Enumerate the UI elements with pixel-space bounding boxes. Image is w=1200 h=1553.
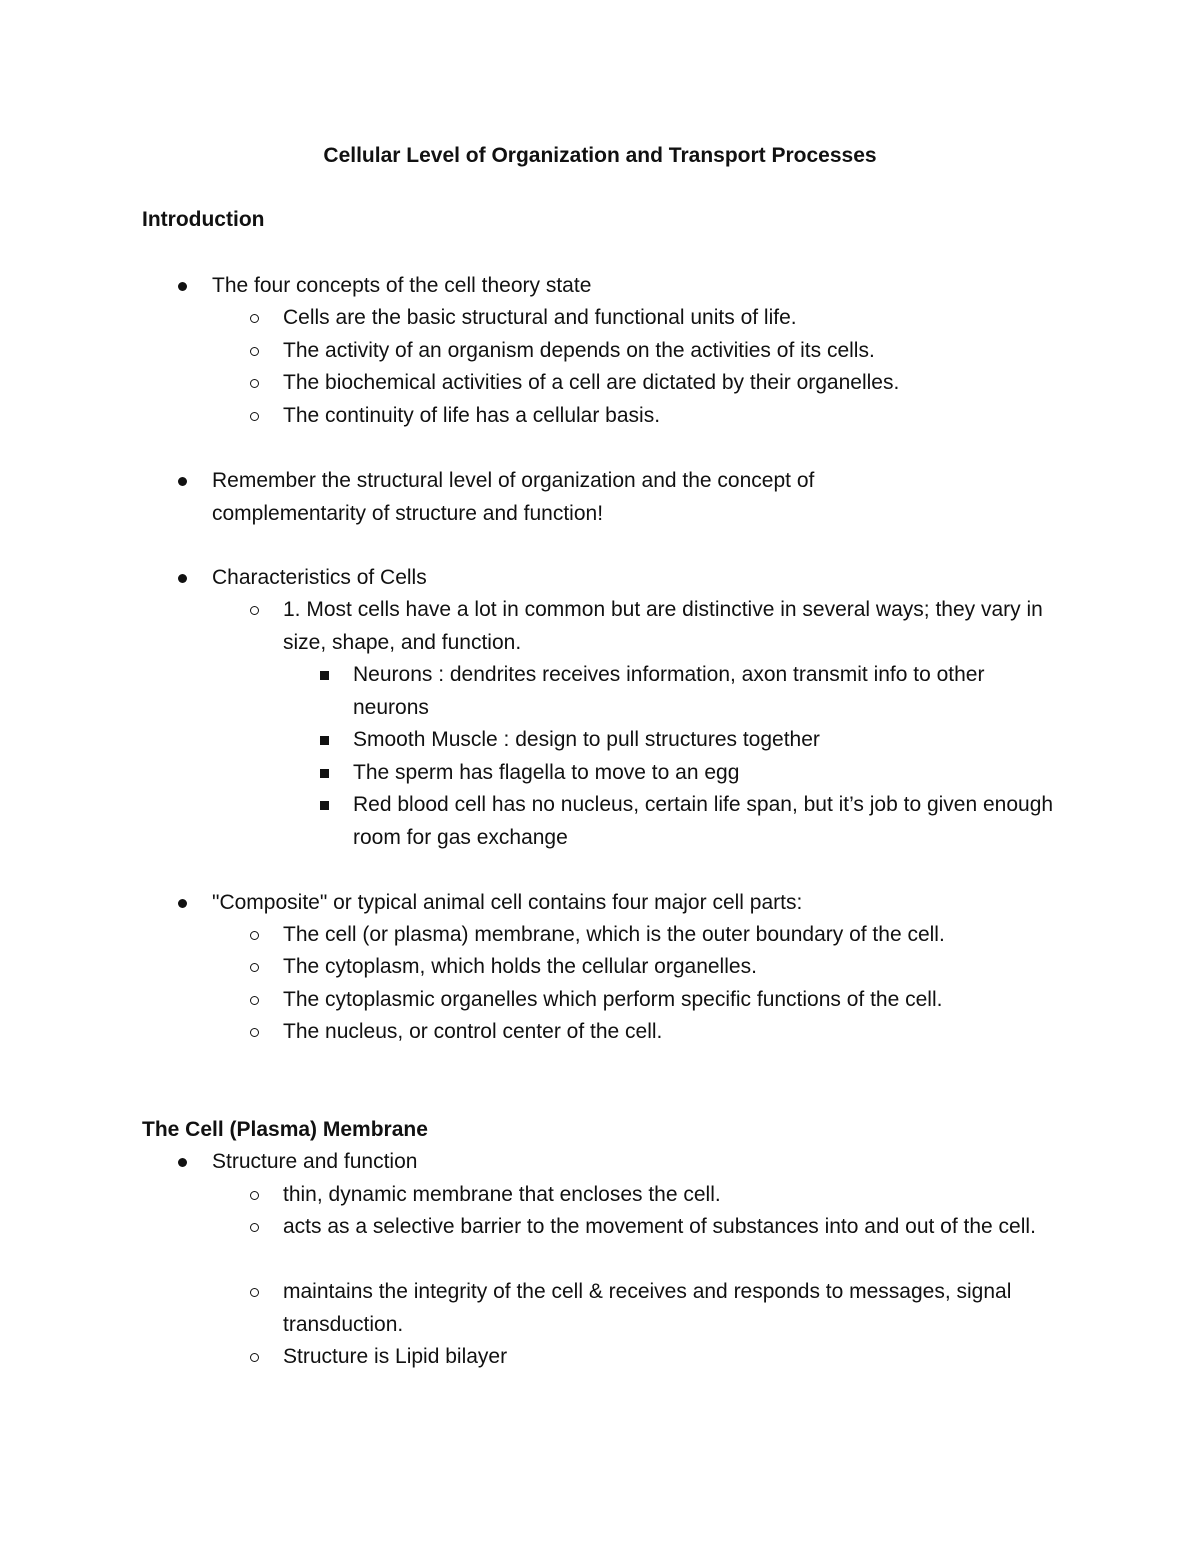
bullet-circle-icon — [250, 412, 259, 421]
document-title: Cellular Level of Organization and Transport Processes — [323, 144, 877, 167]
bullet-circle-icon — [250, 931, 259, 940]
list-item-text: "Composite" or typical animal cell contains four major cell parts: — [212, 891, 803, 914]
section-heading-cell-membrane: The Cell (Plasma) Membrane — [142, 1118, 428, 1141]
list-item-text: Structure is Lipid bilayer — [283, 1345, 508, 1368]
bullet-dot-icon — [178, 477, 187, 486]
list-item — [283, 1179, 1073, 1212]
list-item-text: Cells are the basic structural and functional units of life. — [283, 306, 797, 329]
list-item — [212, 465, 912, 530]
list-item — [353, 789, 1063, 854]
list-item-text: Smooth Muscle : design to pull structures together — [353, 728, 820, 751]
list-item-text: Remember the structural level of organization and the concept of complementarity of structure and function! — [212, 469, 815, 525]
list-item — [353, 757, 1073, 790]
list-item-text: Characteristics of Cells — [212, 566, 427, 589]
bullet-dot-icon — [178, 1158, 187, 1167]
bullet-circle-icon — [250, 606, 259, 615]
list-item — [283, 919, 1073, 952]
bullet-circle-icon — [250, 1223, 259, 1232]
list-item — [283, 1211, 1058, 1244]
list-item — [283, 335, 1073, 368]
bullet-circle-icon — [250, 1028, 259, 1037]
list-item-text: 1. Most cells have a lot in common but are distinctive in several ways; they vary in size, shape, and function. — [283, 598, 1043, 654]
bullet-circle-icon — [250, 379, 259, 388]
list-item — [283, 951, 1073, 984]
list-item-text: Structure and function — [212, 1150, 418, 1173]
bullet-circle-icon — [250, 1353, 259, 1362]
bullet-circle-icon — [250, 1288, 259, 1297]
list-item — [353, 659, 1023, 724]
list-item — [353, 724, 1073, 757]
list-item-text: The nucleus, or control center of the cell. — [283, 1020, 663, 1043]
list-item-text: The biochemical activities of a cell are dictated by their organelles. — [283, 371, 900, 394]
list-item — [283, 984, 1073, 1017]
bullet-dot-icon — [178, 574, 187, 583]
list-item — [283, 400, 1073, 433]
list-item-text: acts as a selective barrier to the movement of substances into and out of the cell. — [283, 1215, 1036, 1238]
list-item-text: The sperm has flagella to move to an egg — [353, 761, 740, 784]
list-item — [212, 1146, 1072, 1179]
bullet-circle-icon — [250, 996, 259, 1005]
list-item-text: The cytoplasm, which holds the cellular organelles. — [283, 955, 757, 978]
section-heading-introduction: Introduction — [142, 208, 265, 231]
bullet-dot-icon — [178, 899, 187, 908]
list-item-text: thin, dynamic membrane that encloses the cell. — [283, 1183, 721, 1206]
list-item — [283, 594, 1063, 659]
list-item-text: The four concepts of the cell theory state — [212, 274, 592, 297]
list-item — [283, 1341, 1073, 1374]
list-item — [283, 1276, 1043, 1341]
bullet-dot-icon — [178, 282, 187, 291]
list-item — [212, 887, 1072, 920]
list-item — [283, 367, 1073, 400]
list-item-text: Red blood cell has no nucleus, certain life span, but it’s job to given enough room for gas exchange — [353, 793, 1054, 849]
list-item — [212, 270, 1072, 303]
list-item-text: maintains the integrity of the cell & receives and responds to messages, signal transduction. — [283, 1280, 1012, 1336]
bullet-circle-icon — [250, 314, 259, 323]
list-item-text: The cytoplasmic organelles which perform specific functions of the cell. — [283, 988, 943, 1011]
list-item-text: The activity of an organism depends on the activities of its cells. — [283, 339, 875, 362]
list-item-text: The cell (or plasma) membrane, which is the outer boundary of the cell. — [283, 923, 945, 946]
bullet-square-icon — [320, 671, 329, 680]
bullet-square-icon — [320, 769, 329, 778]
bullet-circle-icon — [250, 963, 259, 972]
list-item-text: The continuity of life has a cellular basis. — [283, 404, 661, 427]
list-item-text: Neurons : dendrites receives information, axon transmit info to other neurons — [353, 663, 985, 719]
bullet-square-icon — [320, 801, 329, 810]
bullet-circle-icon — [250, 1191, 259, 1200]
bullet-circle-icon — [250, 347, 259, 356]
list-item — [283, 302, 1073, 335]
list-item — [212, 562, 1072, 595]
list-item — [283, 1016, 1073, 1049]
bullet-square-icon — [320, 736, 329, 745]
